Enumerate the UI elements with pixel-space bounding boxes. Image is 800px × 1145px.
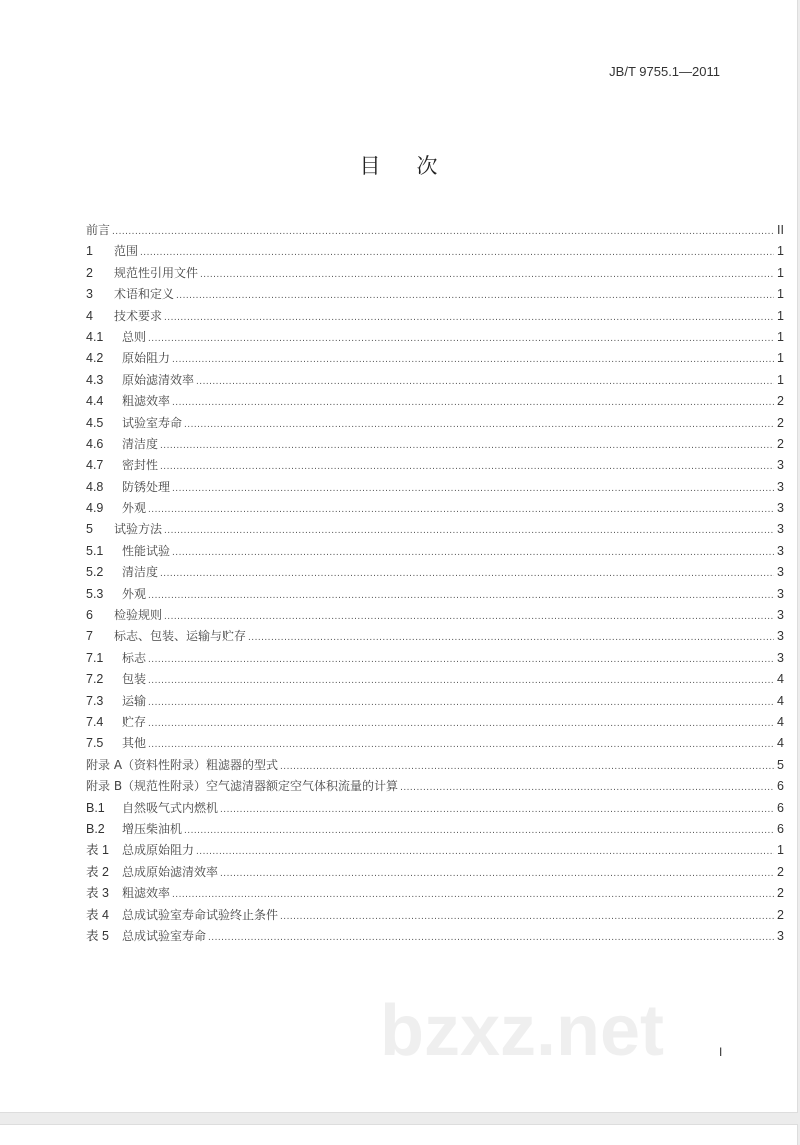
toc-entry[interactable] (86, 348, 784, 369)
toc-leader-dots (196, 841, 774, 861)
toc-leader-dots (208, 927, 774, 947)
toc-leader-dots (400, 777, 774, 797)
toc-entry-title: 术语和定义 (114, 287, 175, 302)
toc-entry-page: 6 (777, 821, 784, 836)
toc-entry[interactable] (86, 327, 784, 348)
toc-leader-dots (280, 906, 774, 926)
toc-leader-dots (172, 392, 774, 412)
toc-entry-title: 附录 B（规范性附录）空气滤清器额定空气体积流量的计算 (86, 779, 399, 794)
toc-entry[interactable] (86, 434, 784, 455)
toc-entry[interactable] (86, 669, 784, 690)
toc-entry[interactable] (86, 220, 784, 241)
toc-leader-dots (172, 542, 774, 562)
toc-entry-number: 表 5 (86, 928, 109, 943)
toc-entry-page: 3 (777, 629, 784, 644)
toc-entry-title: 自然吸气式内燃机 (122, 800, 219, 815)
toc-entry-page: 3 (777, 458, 784, 473)
toc-entry-page: 1 (777, 308, 784, 323)
toc-entry-page: 3 (777, 565, 784, 580)
toc-entry-number: 4 (86, 308, 93, 323)
toc-entry[interactable] (86, 905, 784, 926)
toc-leader-dots (140, 242, 774, 262)
toc-leader-dots (148, 499, 774, 519)
toc-leader-dots (176, 285, 774, 305)
toc-entry-number: 1 (86, 244, 93, 259)
toc-entry-number: 5.2 (86, 565, 104, 580)
toc-entry[interactable] (86, 626, 784, 647)
toc-entry-page: II (777, 223, 784, 237)
toc-entry[interactable] (86, 840, 784, 861)
toc-leader-dots (148, 692, 774, 712)
toc-entry-page: 3 (777, 650, 784, 665)
toc-entry-page: 1 (777, 329, 784, 344)
toc-leader-dots (148, 328, 774, 348)
toc-leader-dots (160, 435, 774, 455)
toc-entry-title: 运输 (122, 693, 147, 708)
toc-entry-title: 性能试验 (122, 543, 171, 558)
toc-entry[interactable] (86, 455, 784, 476)
page-number-marker: I (719, 1045, 723, 1059)
toc-entry[interactable] (86, 541, 784, 562)
toc-entry-page: 3 (777, 522, 784, 537)
toc-entry-title: 标志、包装、运输与贮存 (114, 629, 247, 644)
table-of-contents (86, 220, 784, 947)
toc-entry-page: 5 (777, 757, 784, 772)
toc-entry-title: 其他 (122, 736, 147, 751)
toc-entry-title: 增压柴油机 (122, 821, 183, 836)
toc-entry-number: B.1 (86, 800, 105, 815)
toc-leader-dots (184, 820, 774, 840)
toc-entry-page: 2 (777, 864, 784, 879)
toc-leader-dots (164, 520, 774, 540)
toc-leader-dots (184, 414, 774, 434)
toc-entry-page: 4 (777, 672, 784, 687)
toc-entry[interactable] (86, 519, 784, 540)
toc-entry[interactable] (86, 776, 784, 797)
toc-leader-dots (172, 478, 774, 498)
toc-leader-dots (164, 307, 774, 327)
toc-entry-title: 外观 (122, 501, 147, 516)
toc-entry-number: 4.1 (86, 329, 104, 344)
toc-entry-title: 检验规则 (114, 608, 163, 623)
toc-entry-page: 3 (777, 479, 784, 494)
toc-entry-page: 3 (777, 928, 784, 943)
toc-entry[interactable] (86, 477, 784, 498)
toc-entry-title: 总成原始滤清效率 (122, 864, 219, 879)
toc-entry[interactable] (86, 413, 784, 434)
toc-entry-title: 原始阻力 (122, 351, 171, 366)
toc-entry[interactable] (86, 733, 784, 754)
toc-entry-page: 2 (777, 907, 784, 922)
toc-entry-page: 3 (777, 608, 784, 623)
toc-entry[interactable] (86, 584, 784, 605)
toc-entry-page: 1 (777, 244, 784, 259)
toc-entry-title: 规范性引用文件 (114, 265, 199, 280)
toc-entry[interactable] (86, 370, 784, 391)
toc-entry[interactable] (86, 755, 784, 776)
toc-entry[interactable] (86, 648, 784, 669)
toc-leader-dots (160, 563, 774, 583)
toc-leader-dots (148, 713, 774, 733)
toc-leader-dots (280, 756, 774, 776)
toc-entry-title: 防锈处理 (122, 479, 171, 494)
toc-entry-title: 范围 (114, 244, 139, 259)
toc-entry-title: 技术要求 (114, 308, 163, 323)
toc-entry[interactable] (86, 241, 784, 262)
toc-leader-dots (148, 670, 774, 690)
toc-entry[interactable] (86, 862, 784, 883)
toc-entry-page: 1 (777, 843, 784, 858)
toc-entry-page: 3 (777, 586, 784, 601)
toc-entry[interactable] (86, 605, 784, 626)
toc-entry[interactable] (86, 306, 784, 327)
toc-entry[interactable] (86, 798, 784, 819)
toc-entry-page: 1 (777, 265, 784, 280)
toc-entry-title: 前言 (86, 223, 111, 237)
toc-entry-title: 粗滤效率 (122, 886, 171, 901)
toc-entry-number: 5.1 (86, 543, 104, 558)
toc-leader-dots (196, 371, 774, 391)
toc-entry-number: B.2 (86, 821, 105, 836)
toc-leader-dots (172, 884, 774, 904)
toc-entry-title: 密封性 (122, 458, 159, 473)
toc-entry-number: 5 (86, 522, 93, 537)
toc-entry[interactable] (86, 712, 784, 733)
toc-entry-title: 总成原始阻力 (122, 843, 195, 858)
toc-entry-page: 2 (777, 394, 784, 409)
toc-entry-number: 5.3 (86, 586, 104, 601)
toc-leader-dots (200, 264, 774, 284)
toc-entry-title: 粗滤效率 (122, 394, 171, 409)
toc-entry-page: 1 (777, 351, 784, 366)
toc-entry-number: 7.5 (86, 736, 104, 751)
toc-leader-dots (220, 799, 774, 819)
toc-entry-page: 6 (777, 800, 784, 815)
toc-entry-title: 附录 A（资料性附录）粗滤器的型式 (86, 757, 279, 772)
toc-entry-page: 2 (777, 886, 784, 901)
toc-leader-dots (148, 585, 774, 605)
toc-entry-number: 4.4 (86, 394, 104, 409)
toc-entry[interactable] (86, 562, 784, 583)
toc-entry-page: 1 (777, 287, 784, 302)
toc-entry[interactable] (86, 691, 784, 712)
toc-leader-dots (112, 221, 774, 241)
toc-entry[interactable] (86, 391, 784, 412)
toc-entry-title: 总成试验室寿命试验终止条件 (122, 907, 279, 922)
toc-entry-number: 4.7 (86, 458, 104, 473)
toc-entry-number: 7.3 (86, 693, 104, 708)
toc-leader-dots (220, 863, 774, 883)
toc-entry[interactable] (86, 498, 784, 519)
toc-entry-title: 贮存 (122, 714, 147, 729)
toc-entry-page: 4 (777, 736, 784, 751)
toc-entry-number: 4.8 (86, 479, 104, 494)
toc-entry-page: 4 (777, 714, 784, 729)
toc-entry-number: 表 4 (86, 907, 109, 922)
toc-entry-number: 3 (86, 287, 93, 302)
toc-entry-number: 7 (86, 629, 93, 644)
toc-entry-number: 2 (86, 265, 93, 280)
watermark: bzxz.net (380, 991, 665, 1071)
toc-entry-number: 7.2 (86, 672, 104, 687)
standard-number: JB/T 9755.1—2011 (609, 64, 720, 79)
toc-entry-page: 2 (777, 415, 784, 430)
toc-entry-page: 4 (777, 693, 784, 708)
toc-entry-number: 7.4 (86, 714, 104, 729)
toc-entry-title: 标志 (122, 650, 147, 665)
toc-entry-title: 原始滤清效率 (122, 372, 195, 387)
toc-leader-dots (248, 627, 774, 647)
toc-leader-dots (148, 734, 774, 754)
toc-entry-page: 3 (777, 543, 784, 558)
next-page-edge (0, 1124, 798, 1145)
toc-entry[interactable] (86, 263, 784, 284)
toc-entry-number: 4.9 (86, 501, 104, 516)
toc-entry-number: 7.1 (86, 650, 104, 665)
toc-entry-title: 包装 (122, 672, 147, 687)
toc-entry-title: 清洁度 (122, 565, 159, 580)
toc-entry-page: 3 (777, 501, 784, 516)
toc-entry-number: 6 (86, 608, 93, 623)
toc-entry-title: 试验室寿命 (122, 415, 183, 430)
toc-entry[interactable] (86, 819, 784, 840)
toc-entry-number: 表 2 (86, 864, 109, 879)
toc-leader-dots (172, 349, 774, 369)
toc-entry-number: 表 3 (86, 886, 109, 901)
toc-entry-page: 1 (777, 372, 784, 387)
toc-entry-number: 4.6 (86, 436, 104, 451)
toc-entry-number: 4.2 (86, 351, 104, 366)
toc-entry[interactable] (86, 883, 784, 904)
toc-entry[interactable] (86, 926, 784, 947)
toc-entry-page: 2 (777, 436, 784, 451)
toc-leader-dots (164, 606, 774, 626)
toc-entry-title: 外观 (122, 586, 147, 601)
toc-entry-title: 总成试验室寿命 (122, 928, 207, 943)
toc-entry-page: 6 (777, 779, 784, 794)
toc-leader-dots (148, 649, 774, 669)
toc-entry-title: 清洁度 (122, 436, 159, 451)
toc-entry[interactable] (86, 284, 784, 305)
toc-entry-title: 试验方法 (114, 522, 163, 537)
toc-entry-title: 总则 (122, 329, 147, 344)
toc-leader-dots (160, 456, 774, 476)
page-title: 目次 (359, 154, 474, 178)
toc-entry-number: 4.3 (86, 372, 104, 387)
toc-entry-number: 4.5 (86, 415, 104, 430)
toc-entry-number: 表 1 (86, 843, 109, 858)
